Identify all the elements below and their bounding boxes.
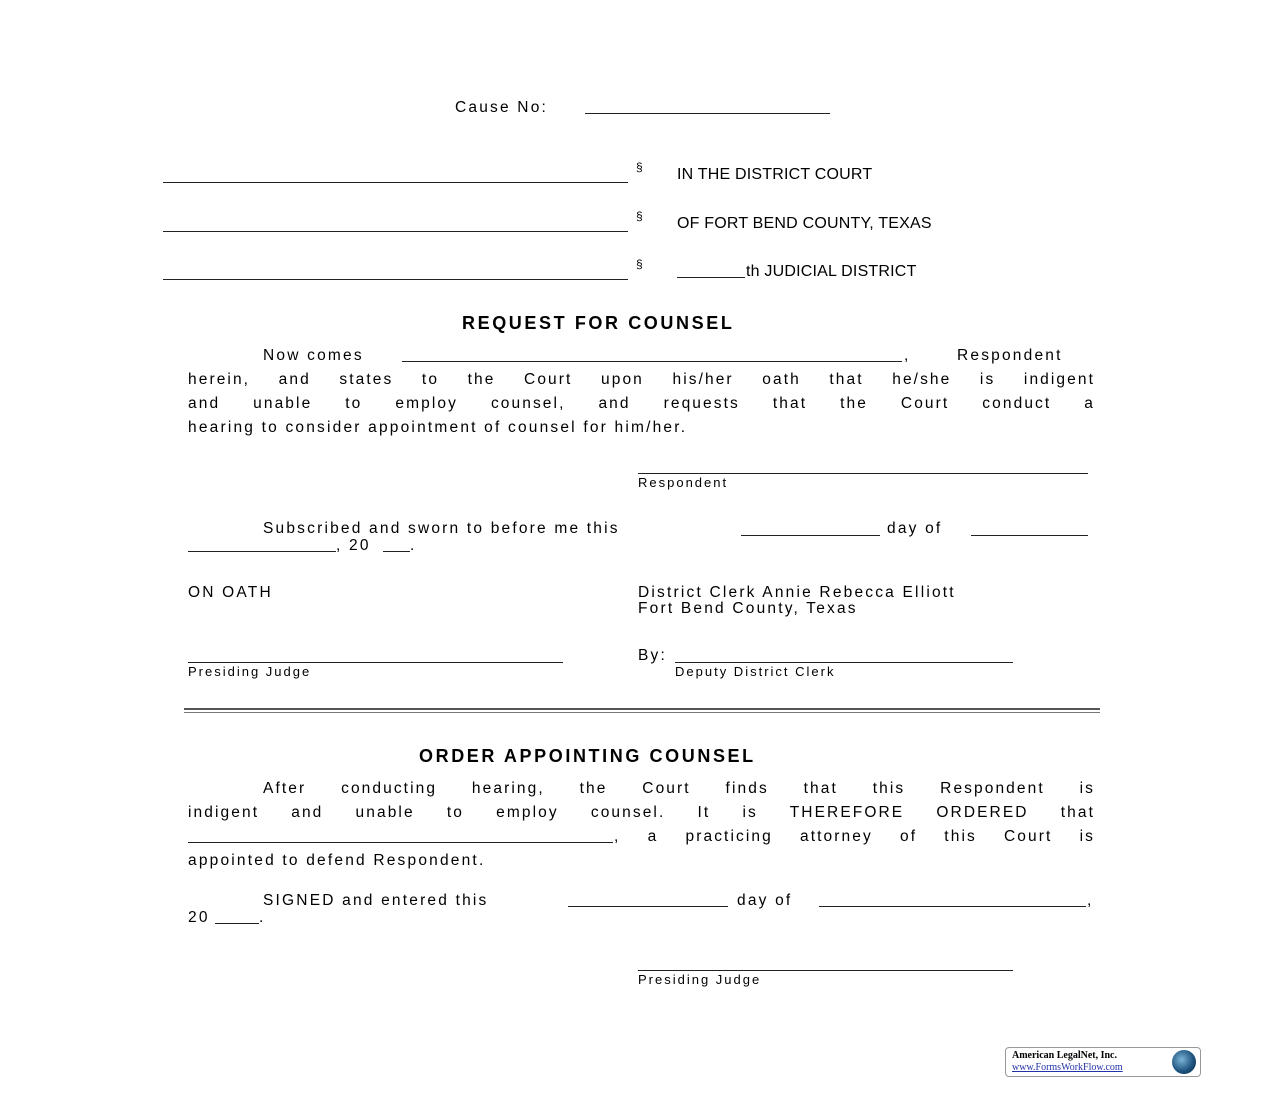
judge-caption: Presiding Judge xyxy=(188,664,312,679)
signed-day-of: day of xyxy=(737,892,793,909)
now-comes-label: Now comes xyxy=(263,347,364,364)
signed-month-field[interactable] xyxy=(819,906,1086,907)
sworn-day-field[interactable] xyxy=(741,535,880,536)
district-number-field[interactable] xyxy=(677,277,745,278)
signed-period: . xyxy=(259,909,266,926)
party-line-2[interactable] xyxy=(163,231,628,232)
deputy-signature-line[interactable] xyxy=(675,662,1013,663)
year-prefix: , 20 xyxy=(336,537,371,554)
section-symbol: § xyxy=(636,160,643,174)
court-line-3: th JUDICIAL DISTRICT xyxy=(746,263,917,280)
deputy-caption: Deputy District Clerk xyxy=(675,664,836,679)
publisher-badge[interactable] xyxy=(1005,1047,1201,1077)
party-line-3[interactable] xyxy=(163,279,628,280)
cause-no-label: Cause No: xyxy=(455,99,549,116)
sworn-text: Subscribed and sworn to before me this xyxy=(263,520,620,537)
period: . xyxy=(410,537,417,554)
judge-signature-line[interactable] xyxy=(188,662,563,663)
order-judge-caption: Presiding Judge xyxy=(638,972,762,987)
order-line-4: appointed to defend Respondent. xyxy=(188,852,486,869)
publisher-url-link[interactable]: www.FormsWorkFlow.com xyxy=(1012,1062,1123,1073)
court-line-1: IN THE DISTRICT COURT xyxy=(677,166,873,183)
on-oath-label: ON OATH xyxy=(188,584,273,601)
order-line-1: After conducting hearing, the Court finds that this Respondent is xyxy=(263,780,1095,797)
signed-year-prefix: 20 xyxy=(188,909,210,926)
day-of-label: day of xyxy=(887,520,943,537)
respondent-signature-line[interactable] xyxy=(638,473,1088,474)
party-line-1[interactable] xyxy=(163,182,628,183)
request-line-4: hearing to consider appointment of counsel for him/her. xyxy=(188,419,688,436)
order-line-2: indigent and unable to employ counsel. It is THEREFORE ORDERED that xyxy=(188,804,1095,821)
signed-day-field[interactable] xyxy=(568,906,728,907)
order-line-3: , a practicing attorney of this Court is xyxy=(614,828,1095,845)
request-line-2: herein, and states to the Court upon his/her oath that he/she is indigent xyxy=(188,371,1095,388)
signed-text: SIGNED and entered this xyxy=(263,892,489,909)
sworn-month-field-b[interactable] xyxy=(188,551,336,552)
signed-comma: , xyxy=(1087,892,1094,909)
order-judge-signature-line[interactable] xyxy=(638,970,1013,971)
attorney-name-field[interactable] xyxy=(188,842,613,843)
court-line-2: OF FORT BEND COUNTY, TEXAS xyxy=(677,215,932,232)
sworn-month-field-a[interactable] xyxy=(971,535,1088,536)
order-title: ORDER APPOINTING COUNSEL xyxy=(419,746,756,766)
clerk-county: Fort Bend County, Texas xyxy=(638,600,858,617)
by-label: By: xyxy=(638,647,667,664)
clerk-name: District Clerk Annie Rebecca Elliott xyxy=(638,584,956,601)
cause-no-field[interactable] xyxy=(585,113,830,114)
signed-year-field[interactable] xyxy=(215,923,259,924)
comma: , xyxy=(904,347,911,364)
respondent-name-field[interactable] xyxy=(402,361,902,362)
globe-logo-icon xyxy=(1172,1050,1196,1074)
section-symbol: § xyxy=(636,209,643,223)
section-divider xyxy=(184,708,1100,710)
publisher-name: American LegalNet, Inc. xyxy=(1012,1050,1117,1061)
request-line-3: and unable to employ counsel, and requests that the Court conduct a xyxy=(188,395,1095,412)
respondent-caption: Respondent xyxy=(638,475,729,490)
section-symbol: § xyxy=(636,257,643,271)
respondent-word: Respondent xyxy=(957,347,1063,364)
sworn-year-field[interactable] xyxy=(383,551,410,552)
request-title: REQUEST FOR COUNSEL xyxy=(462,313,735,333)
section-divider-inner xyxy=(184,712,1100,713)
